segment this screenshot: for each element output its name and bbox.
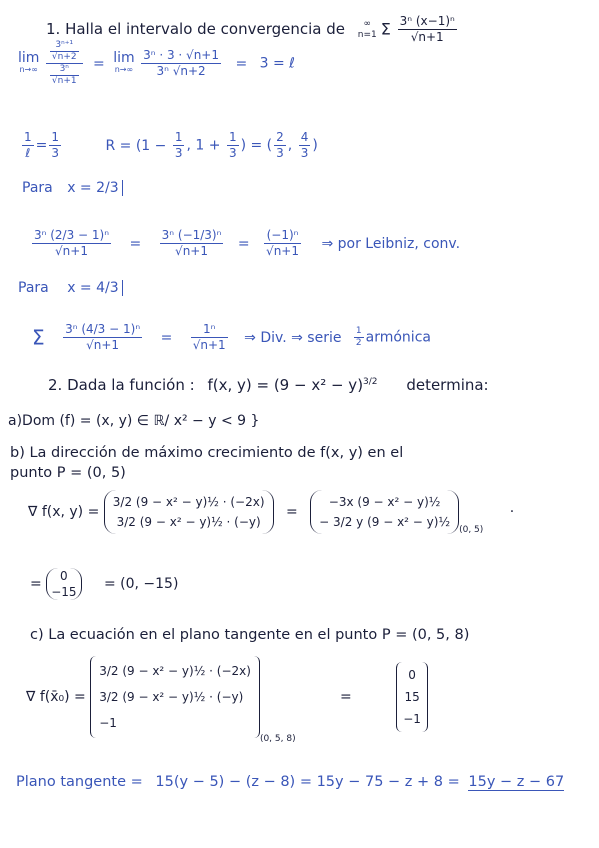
problem-2-function: f(x, y) = (9 − x² − y): [207, 376, 364, 394]
interval-mid: , 1 +: [186, 137, 221, 154]
tangent-plane-result: 15y − z − 67: [468, 774, 565, 790]
limit-eq2: =: [235, 55, 248, 72]
series-term-den: √n+1: [410, 30, 444, 44]
gradient-c-label: ∇ f(x̄₀) =: [26, 689, 86, 705]
case1-frac-2: [160, 228, 224, 259]
case1-conclusion: ⇒ por Leibniz, conv.: [321, 235, 461, 252]
problem-2-title: [48, 378, 489, 393]
limit-text: lim: [18, 49, 40, 66]
case2-half: [354, 326, 364, 349]
interval-frac-2-den: 3: [228, 146, 237, 160]
interval-frac-3: [274, 130, 286, 161]
case1-n1: 3ⁿ (2/3 − 1)ⁿ: [34, 228, 110, 242]
interval-frac-2: [227, 130, 239, 161]
gradient-c-eq: =: [340, 689, 352, 705]
tangent-plane-label: Plano tangente =: [16, 774, 143, 790]
case2-frac-1: [63, 322, 142, 353]
case2-n2: 1ⁿ: [191, 322, 228, 338]
sum-lower: n=1: [357, 29, 377, 40]
simplified-fraction: [141, 48, 221, 79]
gradient-b-eval-point: (0, 5): [459, 525, 484, 535]
gradient-b-dot: ·: [509, 504, 515, 520]
interval-frac-3-den: 3: [276, 146, 284, 160]
gradient-b-result-v2: −15: [51, 585, 77, 599]
interval-frac-1-den: 3: [174, 146, 183, 160]
case1-d1: √n+1: [55, 244, 88, 258]
gradient-b-row-1: 3/2 (9 − x² − y)½ · (−2x): [112, 495, 265, 509]
case1-expr: [30, 228, 460, 259]
interval-frac-4: [299, 130, 311, 161]
limit-symbol-2: [113, 49, 135, 76]
part-b-text-1: b) La dirección de máximo crecimiento de f(x, y) en el: [10, 445, 404, 461]
case1-label: Para: [22, 180, 53, 196]
interval-frac-2-num: 1: [228, 130, 237, 144]
gradient-c-row-3: −1: [99, 716, 117, 730]
gradient-c-row-1: 3/2 (9 − x² − y)½ · (−2x): [99, 664, 251, 678]
series-term: [398, 14, 457, 45]
simplified-den: 3ⁿ √n+2: [156, 64, 206, 78]
part-a-text: a)Dom (f) = (x, y) ∈ ℝ/ x² − y < 9 }: [8, 413, 260, 429]
ratio-num-frac: [50, 40, 79, 63]
ratio-num-bottom: √n+2: [51, 52, 77, 62]
radius-rhs: [49, 130, 61, 161]
case1-n2: 3ⁿ (−1/3)ⁿ: [161, 228, 222, 242]
gradient-b-simplified: [310, 490, 459, 534]
radius-lhs-den: ℓ: [25, 146, 31, 160]
tangent-plane-expansion: 15(y − 5) − (z − 8) = 15y − 75 − z + 8 =: [155, 774, 460, 790]
gradient-c: [26, 656, 428, 744]
radius-rhs-num: 1: [51, 130, 60, 144]
case1-x: x = 2/3: [67, 180, 122, 196]
part-c-title-text: c) La ecuación en el plano tangente en el punto P = (0, 5, 8): [30, 627, 470, 643]
case2-sum: Σ: [32, 325, 45, 350]
ratio-num-top: 3ⁿ⁺¹: [50, 40, 79, 52]
case2-frac-2: [191, 322, 228, 353]
part-c-title: [30, 628, 469, 643]
problem-2-verb: determina:: [406, 376, 489, 394]
part-b-text-2: punto P = (0, 5): [10, 465, 126, 481]
problem-2-title-text: 2. Dada la función :: [48, 376, 195, 394]
limit-eq1: =: [93, 55, 105, 72]
case1-frac-1: [32, 228, 111, 259]
case2-eq: =: [160, 329, 173, 346]
case1-eq2: =: [237, 235, 250, 252]
gradient-c-v3: −1: [403, 712, 421, 726]
interval-close: ): [312, 137, 318, 154]
interval-frac-4-den: 3: [300, 146, 309, 160]
limit-result: 3 = ℓ: [259, 55, 295, 72]
case2-d1: √n+1: [86, 338, 120, 352]
ratio-den-top: 3ⁿ: [50, 64, 79, 76]
interval-frac-3-num: 2: [276, 130, 284, 144]
radius-rhs-den: 3: [51, 146, 60, 160]
interval-start: R = (1 −: [105, 137, 167, 154]
case2-label: Para: [18, 280, 49, 296]
gradient-b-row-2: 3/2 (9 − x² − y)½ · (−y): [116, 515, 261, 529]
gradient-b-simplified-row-2: − 3/2 y (9 − x² − y)½: [319, 515, 451, 529]
sum-symbol: Σ: [380, 19, 391, 39]
interval-mid-2: ) = (: [240, 137, 273, 154]
gradient-c-result-vector: [396, 662, 428, 732]
case2-conclusion: ⇒ Div. ⇒ serie: [244, 329, 342, 346]
gradient-b-result-v1: 0: [60, 569, 68, 583]
series-term-num: 3ⁿ (x−1)ⁿ: [399, 14, 455, 28]
limit-line: [18, 40, 295, 87]
part-b-line2: [10, 466, 126, 481]
case2-x: x = 4/3: [67, 280, 122, 296]
limit-symbol: [18, 49, 40, 76]
case2-half-den: 2: [355, 338, 362, 348]
simplified-num: 3ⁿ · 3 · √n+1: [143, 48, 219, 62]
case2-armonica: armónica: [365, 329, 431, 346]
case2-expr: [32, 322, 431, 353]
radius-eq: =: [35, 137, 48, 154]
gradient-c-vector: [90, 656, 260, 738]
part-b-line1: [10, 446, 403, 461]
interval-comma: ,: [287, 137, 293, 154]
gradient-c-v2: 15: [404, 690, 420, 704]
gradient-b-vector: [104, 490, 274, 534]
sum-upper: ∞: [363, 18, 371, 29]
gradient-b-label: ∇ f(x, y) =: [28, 504, 100, 520]
gradient-b-eq: =: [285, 504, 298, 520]
gradient-b-simplified-row-1: −3x (9 − x² − y)½: [328, 495, 441, 509]
case1-frac-3: [264, 228, 301, 259]
gradient-b-result-pair: = (0, −15): [103, 576, 179, 592]
gradient-c-v1: 0: [408, 668, 416, 682]
ratio-den-frac: [50, 64, 79, 87]
ratio-denominator: [46, 64, 83, 87]
gradient-c-eval-point: (0, 5, 8): [259, 734, 296, 744]
gradient-b-result-eq: =: [30, 576, 42, 592]
part-a: [8, 414, 259, 428]
radius-lhs: [22, 130, 34, 161]
ratio-fraction: [46, 40, 83, 87]
case1-n3: (−1)ⁿ: [264, 228, 301, 244]
radius-lhs-num: 1: [24, 130, 32, 144]
interval-frac-1-num: 1: [174, 130, 183, 144]
gradient-c-row-2: 3/2 (9 − x² − y)½ · (−y): [99, 690, 244, 704]
case1-eq1: =: [129, 235, 142, 252]
case1-d2: √n+1: [175, 244, 208, 258]
interval-frac-1: [173, 130, 185, 161]
gradient-b: [28, 490, 514, 535]
ratio-den-bottom: √n+1: [51, 76, 77, 86]
ratio-numerator: [46, 40, 83, 64]
case2-n1: 3ⁿ (4/3 − 1)ⁿ: [65, 322, 141, 336]
limit-under: n→∞: [19, 64, 38, 74]
radius-line: [20, 130, 318, 161]
case1-label-line: [22, 181, 123, 195]
problem-2-exponent: 3/2: [363, 377, 378, 387]
case2-half-num: 1: [355, 326, 362, 336]
limit-text-2: lim: [113, 49, 135, 66]
limit-under-2: n→∞: [114, 64, 134, 74]
problem-1-title-text: 1. Halla el intervalo de convergencia de: [46, 20, 345, 38]
interval-frac-4-num: 4: [300, 130, 309, 144]
case1-d3: √n+1: [266, 244, 299, 258]
gradient-b-result-vector: [46, 568, 81, 600]
tangent-plane-line: [16, 775, 564, 790]
sum-bounds: [356, 19, 379, 41]
case2-label-line: [18, 281, 123, 295]
gradient-b-result: [30, 568, 178, 600]
case2-d2: √n+1: [192, 338, 226, 352]
